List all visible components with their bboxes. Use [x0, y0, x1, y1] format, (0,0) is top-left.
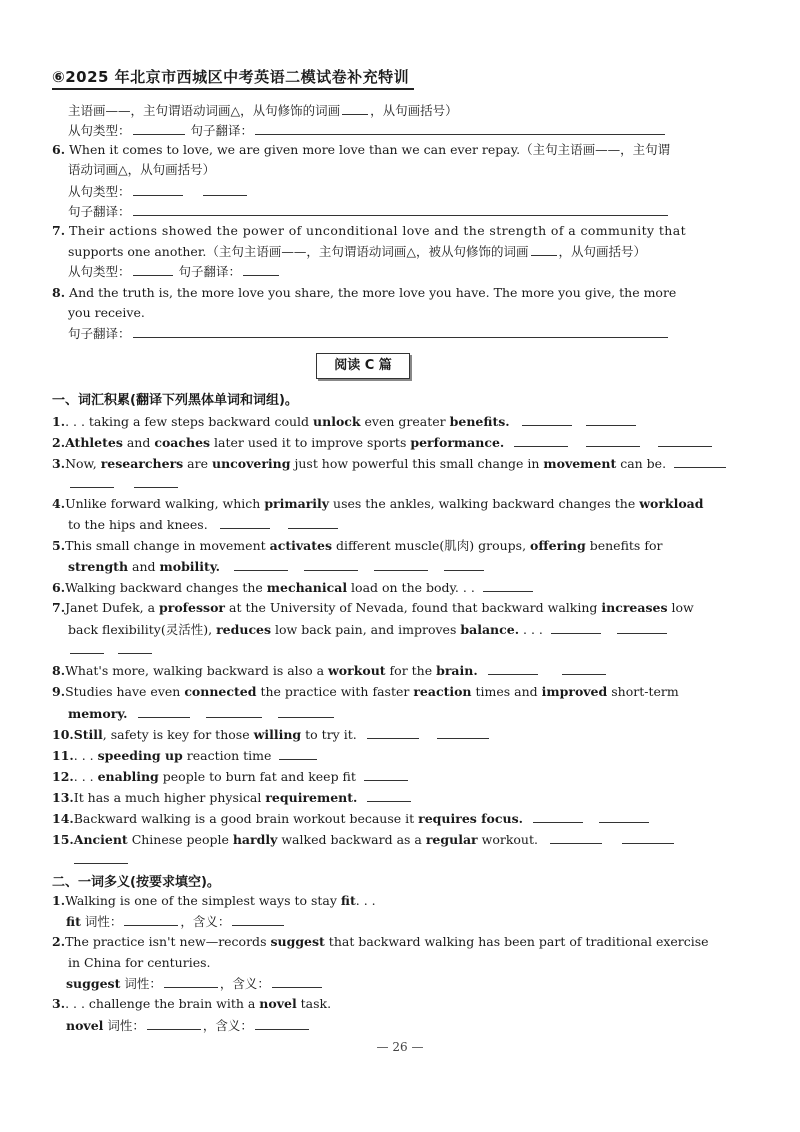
vocab-item-5-line2 [68, 558, 486, 575]
section-heading-polysemy: 二、一词多义(按要求填空)。 [52, 875, 220, 890]
item-text: times and [471, 684, 542, 699]
answer-blank[interactable] [133, 263, 173, 276]
item-number: 15. [52, 832, 74, 847]
bold-term: mobility. [159, 559, 221, 574]
answer-blank[interactable] [622, 831, 674, 844]
item-text: uses the ankles, walking backward changes the [329, 496, 640, 511]
bold-term: Ancient [73, 832, 128, 847]
bold-term: connected [184, 684, 257, 699]
item-number: 3. [52, 996, 66, 1011]
vocab-item-1 [52, 413, 638, 430]
answer-blank[interactable] [374, 558, 428, 571]
vocab-item-7 [52, 600, 694, 616]
bold-term: activates [269, 538, 332, 553]
item-number: 3. [52, 456, 66, 471]
question-text: When it comes to love, we are given more love than we can ever repay.（主句主语画——，主句谓 [69, 142, 671, 157]
item-number: 7. [52, 600, 66, 615]
bold-term: coaches [154, 435, 211, 450]
vocab-item-10 [52, 726, 491, 743]
bold-term: Athletes [65, 435, 123, 450]
answer-blank[interactable] [133, 122, 185, 135]
item-text: . . . taking a few steps backward could [65, 414, 314, 429]
answer-blank[interactable] [674, 455, 726, 468]
answer-blank[interactable] [562, 662, 606, 675]
answer-blank[interactable] [70, 475, 114, 488]
item-number: 1. [52, 414, 66, 429]
item-number: 6. [52, 580, 66, 595]
label: ，含义： [202, 1018, 253, 1033]
answer-blank[interactable] [367, 789, 411, 802]
vocab-item-7-line2 [68, 621, 669, 638]
answer-blank[interactable] [599, 810, 649, 823]
answer-blank[interactable] [533, 810, 583, 823]
item-text: Chinese people [127, 832, 233, 847]
label: 词性： [103, 1018, 145, 1033]
item-number: 12. [52, 769, 74, 784]
item-text: benefits for [585, 538, 663, 553]
question-8 [52, 285, 676, 301]
title-underline [52, 88, 414, 90]
label: 句子翻译： [178, 264, 242, 279]
vocab-item-15-blank [72, 851, 130, 868]
item-text: walked backward as a [277, 832, 426, 847]
item-text: just how powerful this small change in [290, 456, 544, 471]
vocab-item-7-blanks [68, 641, 154, 658]
answer-blank[interactable] [255, 122, 665, 135]
item-text: . . . [519, 622, 543, 637]
answer-blank[interactable] [483, 579, 533, 592]
label: 从句类型： [68, 184, 131, 199]
answer-blank[interactable] [288, 516, 338, 529]
item-text: and [128, 559, 160, 574]
vocab-item-13 [52, 789, 413, 806]
vocab-item-14 [52, 810, 651, 827]
bold-term: hardly [232, 832, 278, 847]
item-number: 8. [52, 663, 66, 678]
item-number: 4. [52, 496, 66, 511]
bold-term: reaction [413, 684, 472, 699]
answer-blank[interactable] [138, 705, 190, 718]
question-number: 7. [52, 223, 66, 238]
item-text: people to burn fat and keep fit [158, 769, 356, 784]
answer-blank[interactable] [278, 705, 334, 718]
answer-blank[interactable] [522, 413, 572, 426]
item-text: Janet Dufek, a [65, 600, 160, 615]
bold-term: suggest [270, 934, 325, 949]
question-7-line2 [68, 243, 646, 260]
polysemy-item-3-answer [66, 1017, 311, 1034]
answer-blank[interactable] [133, 183, 183, 196]
bold-term: performance. [410, 435, 505, 450]
item-text: even greater [360, 414, 450, 429]
item-text: It has a much higher physical [73, 790, 266, 805]
label: 从句类型： [68, 123, 131, 138]
item-text: that backward walking has been part of traditional exercise [324, 934, 709, 949]
answer-blank[interactable] [551, 621, 601, 634]
polysemy-item-3 [52, 996, 331, 1012]
answer-blank[interactable] [444, 558, 484, 571]
question-6-line2 [68, 162, 215, 178]
polysemy-item-2-answer [66, 975, 324, 992]
vocab-item-12 [52, 768, 410, 785]
item-text: The practice isn't new—records [65, 934, 271, 949]
item-text: can be. [616, 456, 667, 471]
item-text: low back pain, and improves [271, 622, 461, 637]
question-text: ，从句画括号） [558, 244, 647, 259]
answer-blank[interactable] [243, 263, 279, 276]
item-text: workout. [477, 832, 538, 847]
label: ，含义： [180, 914, 231, 929]
item-text: task. [296, 996, 332, 1011]
vocab-item-15 [52, 831, 676, 848]
item-text: . . . challenge the brain with a [65, 996, 260, 1011]
answer-blank[interactable] [364, 768, 408, 781]
item-text: short-term [607, 684, 679, 699]
item-text: Walking backward changes the [65, 580, 267, 595]
vocab-item-9-line2 [68, 705, 336, 722]
bold-term: requires focus. [418, 811, 523, 826]
answer-blank[interactable] [74, 851, 128, 864]
vocab-item-4-line2 [68, 516, 340, 533]
question-6 [52, 142, 670, 158]
answer-blank[interactable] [70, 641, 104, 654]
bold-term: reduces [216, 622, 272, 637]
item-number: 2. [52, 435, 66, 450]
vocab-item-9 [52, 684, 679, 700]
item-number: 10. [52, 727, 74, 742]
vocab-item-2 [52, 434, 714, 451]
answer-blank[interactable] [164, 975, 218, 988]
answer-blank[interactable] [234, 558, 288, 571]
answer-blank[interactable] [203, 183, 247, 196]
answer-blank[interactable] [272, 975, 322, 988]
vocab-item-8 [52, 662, 608, 679]
polysemy-item-1 [52, 893, 376, 909]
item-number: 2. [52, 934, 66, 949]
question-text: And the truth is, the more love you share, the more love you have. The more you give, the more [69, 285, 677, 300]
label: 句子翻译： [190, 123, 254, 138]
bold-term: primarily [264, 496, 330, 511]
vocab-item-3 [52, 455, 728, 472]
bold-term: novel [259, 996, 297, 1011]
item-text: , safety is key for those [102, 727, 254, 742]
item-text: Unlike forward walking, which [65, 496, 265, 511]
bold-term: requirement. [265, 790, 358, 805]
item-text: are [183, 456, 212, 471]
bold-term: strength [68, 559, 129, 574]
label: 词性： [80, 914, 123, 929]
bold-term: researchers [100, 456, 184, 471]
item-text: . . . [73, 769, 98, 784]
label: 句子翻译： [68, 204, 131, 219]
section-box-title: 阅读 C 篇 [316, 353, 410, 379]
vocab-item-4 [52, 496, 704, 512]
item-text: load on the body. . . [347, 580, 475, 595]
item-text: . . . [73, 748, 98, 763]
bold-term: speeding up [97, 748, 183, 763]
bold-term: willing [253, 727, 302, 742]
item-number: 11. [52, 748, 74, 763]
item-text: low [667, 600, 694, 615]
page-title: ⑥2025 年北京市西城区中考英语二模试卷补充特训 [52, 68, 410, 86]
answer-blank[interactable] [342, 102, 368, 115]
vocab-item-11 [52, 747, 319, 764]
item-text: Now, [65, 456, 101, 471]
item-text: different muscle(肌肉) groups, [332, 538, 531, 553]
bold-term: benefits. [449, 414, 510, 429]
item-text: reaction time [182, 748, 272, 763]
item-text: later used it to improve sports [210, 435, 411, 450]
polysemy-item-2 [52, 934, 709, 950]
question-text: Their actions showed the power of unconditional love and the strength of a community that [69, 223, 687, 238]
question-8-translation [68, 325, 670, 342]
bold-term: brain. [436, 663, 478, 678]
bold-term: balance. [460, 622, 520, 637]
item-number: 9. [52, 684, 66, 699]
item-text: the practice with faster [256, 684, 414, 699]
label: 词性： [120, 976, 162, 991]
instruction-text: ，从句画括号） [370, 103, 458, 118]
question-number: 8. [52, 285, 66, 300]
bold-term: novel [66, 1018, 104, 1033]
answer-blank[interactable] [147, 1017, 201, 1030]
item-text: This small change in movement [65, 538, 270, 553]
item-text: . . . [355, 893, 376, 908]
answer-blank[interactable] [255, 1017, 309, 1030]
item-text: and [122, 435, 155, 450]
bold-term: workout [328, 663, 386, 678]
clause-type-line [68, 122, 667, 139]
answer-blank[interactable] [133, 203, 668, 216]
answer-blank[interactable] [514, 434, 568, 447]
question-6-clause-type [68, 183, 249, 200]
answer-blank[interactable] [488, 662, 538, 675]
answer-blank[interactable] [437, 726, 489, 739]
bold-term: enabling [97, 769, 159, 784]
item-text: Backward walking is a good brain workout because it [73, 811, 419, 826]
item-number: 1. [52, 893, 66, 908]
question-7 [52, 223, 686, 239]
bold-term: professor [159, 600, 226, 615]
bold-term: offering [530, 538, 586, 553]
answer-blank[interactable] [304, 558, 358, 571]
item-number: 5. [52, 538, 66, 553]
bold-term: Still [73, 727, 103, 742]
answer-blank[interactable] [118, 641, 152, 654]
item-text: back flexibility(灵活性), [68, 622, 217, 637]
answer-blank[interactable] [531, 243, 557, 256]
label: ，含义： [219, 976, 270, 991]
item-text: in China for centuries. [68, 955, 211, 970]
item-text: to the hips and knees. [68, 517, 208, 532]
polysemy-item-2-line2 [68, 955, 211, 971]
answer-blank[interactable] [586, 434, 640, 447]
section-heading-vocabulary: 一、词汇积累(翻译下列黑体单词和词组)。 [52, 393, 298, 408]
question-8-line2 [68, 305, 145, 321]
bold-term: mechanical [266, 580, 348, 595]
bold-term: suggest [66, 976, 121, 991]
question-7-clause-type [68, 263, 281, 280]
item-text: at the University of Nevada, found that backward walking [225, 600, 602, 615]
answer-blank[interactable] [133, 325, 668, 338]
answer-blank[interactable] [232, 913, 284, 926]
answer-blank[interactable] [367, 726, 419, 739]
page-number: — 26 — [376, 1040, 424, 1054]
answer-blank[interactable] [220, 516, 270, 529]
vocab-item-5 [52, 538, 662, 554]
item-number: 14. [52, 811, 74, 826]
item-number: 13. [52, 790, 74, 805]
answer-blank[interactable] [617, 621, 667, 634]
item-text: to try it. [301, 727, 357, 742]
answer-blank[interactable] [124, 913, 178, 926]
label: 从句类型： [68, 264, 131, 279]
polysemy-item-1-answer [66, 913, 286, 930]
item-text: for the [385, 663, 437, 678]
bold-term: memory. [68, 706, 128, 721]
bold-term: increases [601, 600, 668, 615]
answer-blank[interactable] [658, 434, 712, 447]
answer-blank[interactable] [550, 831, 602, 844]
item-text: Studies have even [65, 684, 185, 699]
bold-term: uncovering [211, 456, 291, 471]
bold-term: fit [340, 893, 356, 908]
label: 句子翻译： [68, 326, 131, 341]
question-text: 语动词画△，从句画括号） [68, 162, 216, 177]
vocab-item-6 [52, 579, 535, 596]
answer-blank[interactable] [279, 747, 317, 760]
bold-term: improved [541, 684, 608, 699]
bold-term: regular [425, 832, 478, 847]
bold-term: unlock [313, 414, 361, 429]
question-text: you receive. [68, 305, 145, 320]
instruction-text: 主语画——，主句谓语动词画△，从句修饰的词画 [68, 103, 341, 118]
bold-term: movement [543, 456, 617, 471]
item-text: Walking is one of the simplest ways to stay [65, 893, 341, 908]
item-text: What's more, walking backward is also a [65, 663, 329, 678]
vocab-item-3-blanks [68, 475, 180, 492]
question-number: 6. [52, 142, 66, 157]
answer-blank[interactable] [586, 413, 636, 426]
question-6-translation [68, 203, 670, 220]
answer-blank[interactable] [206, 705, 262, 718]
bold-term: workload [639, 496, 704, 511]
bold-term: fit [66, 914, 81, 929]
instruction-line [68, 102, 458, 119]
question-text: supports one another.（主句主语画——，主句谓语动词画△，被从句修饰的词画 [68, 244, 529, 259]
answer-blank[interactable] [134, 475, 178, 488]
